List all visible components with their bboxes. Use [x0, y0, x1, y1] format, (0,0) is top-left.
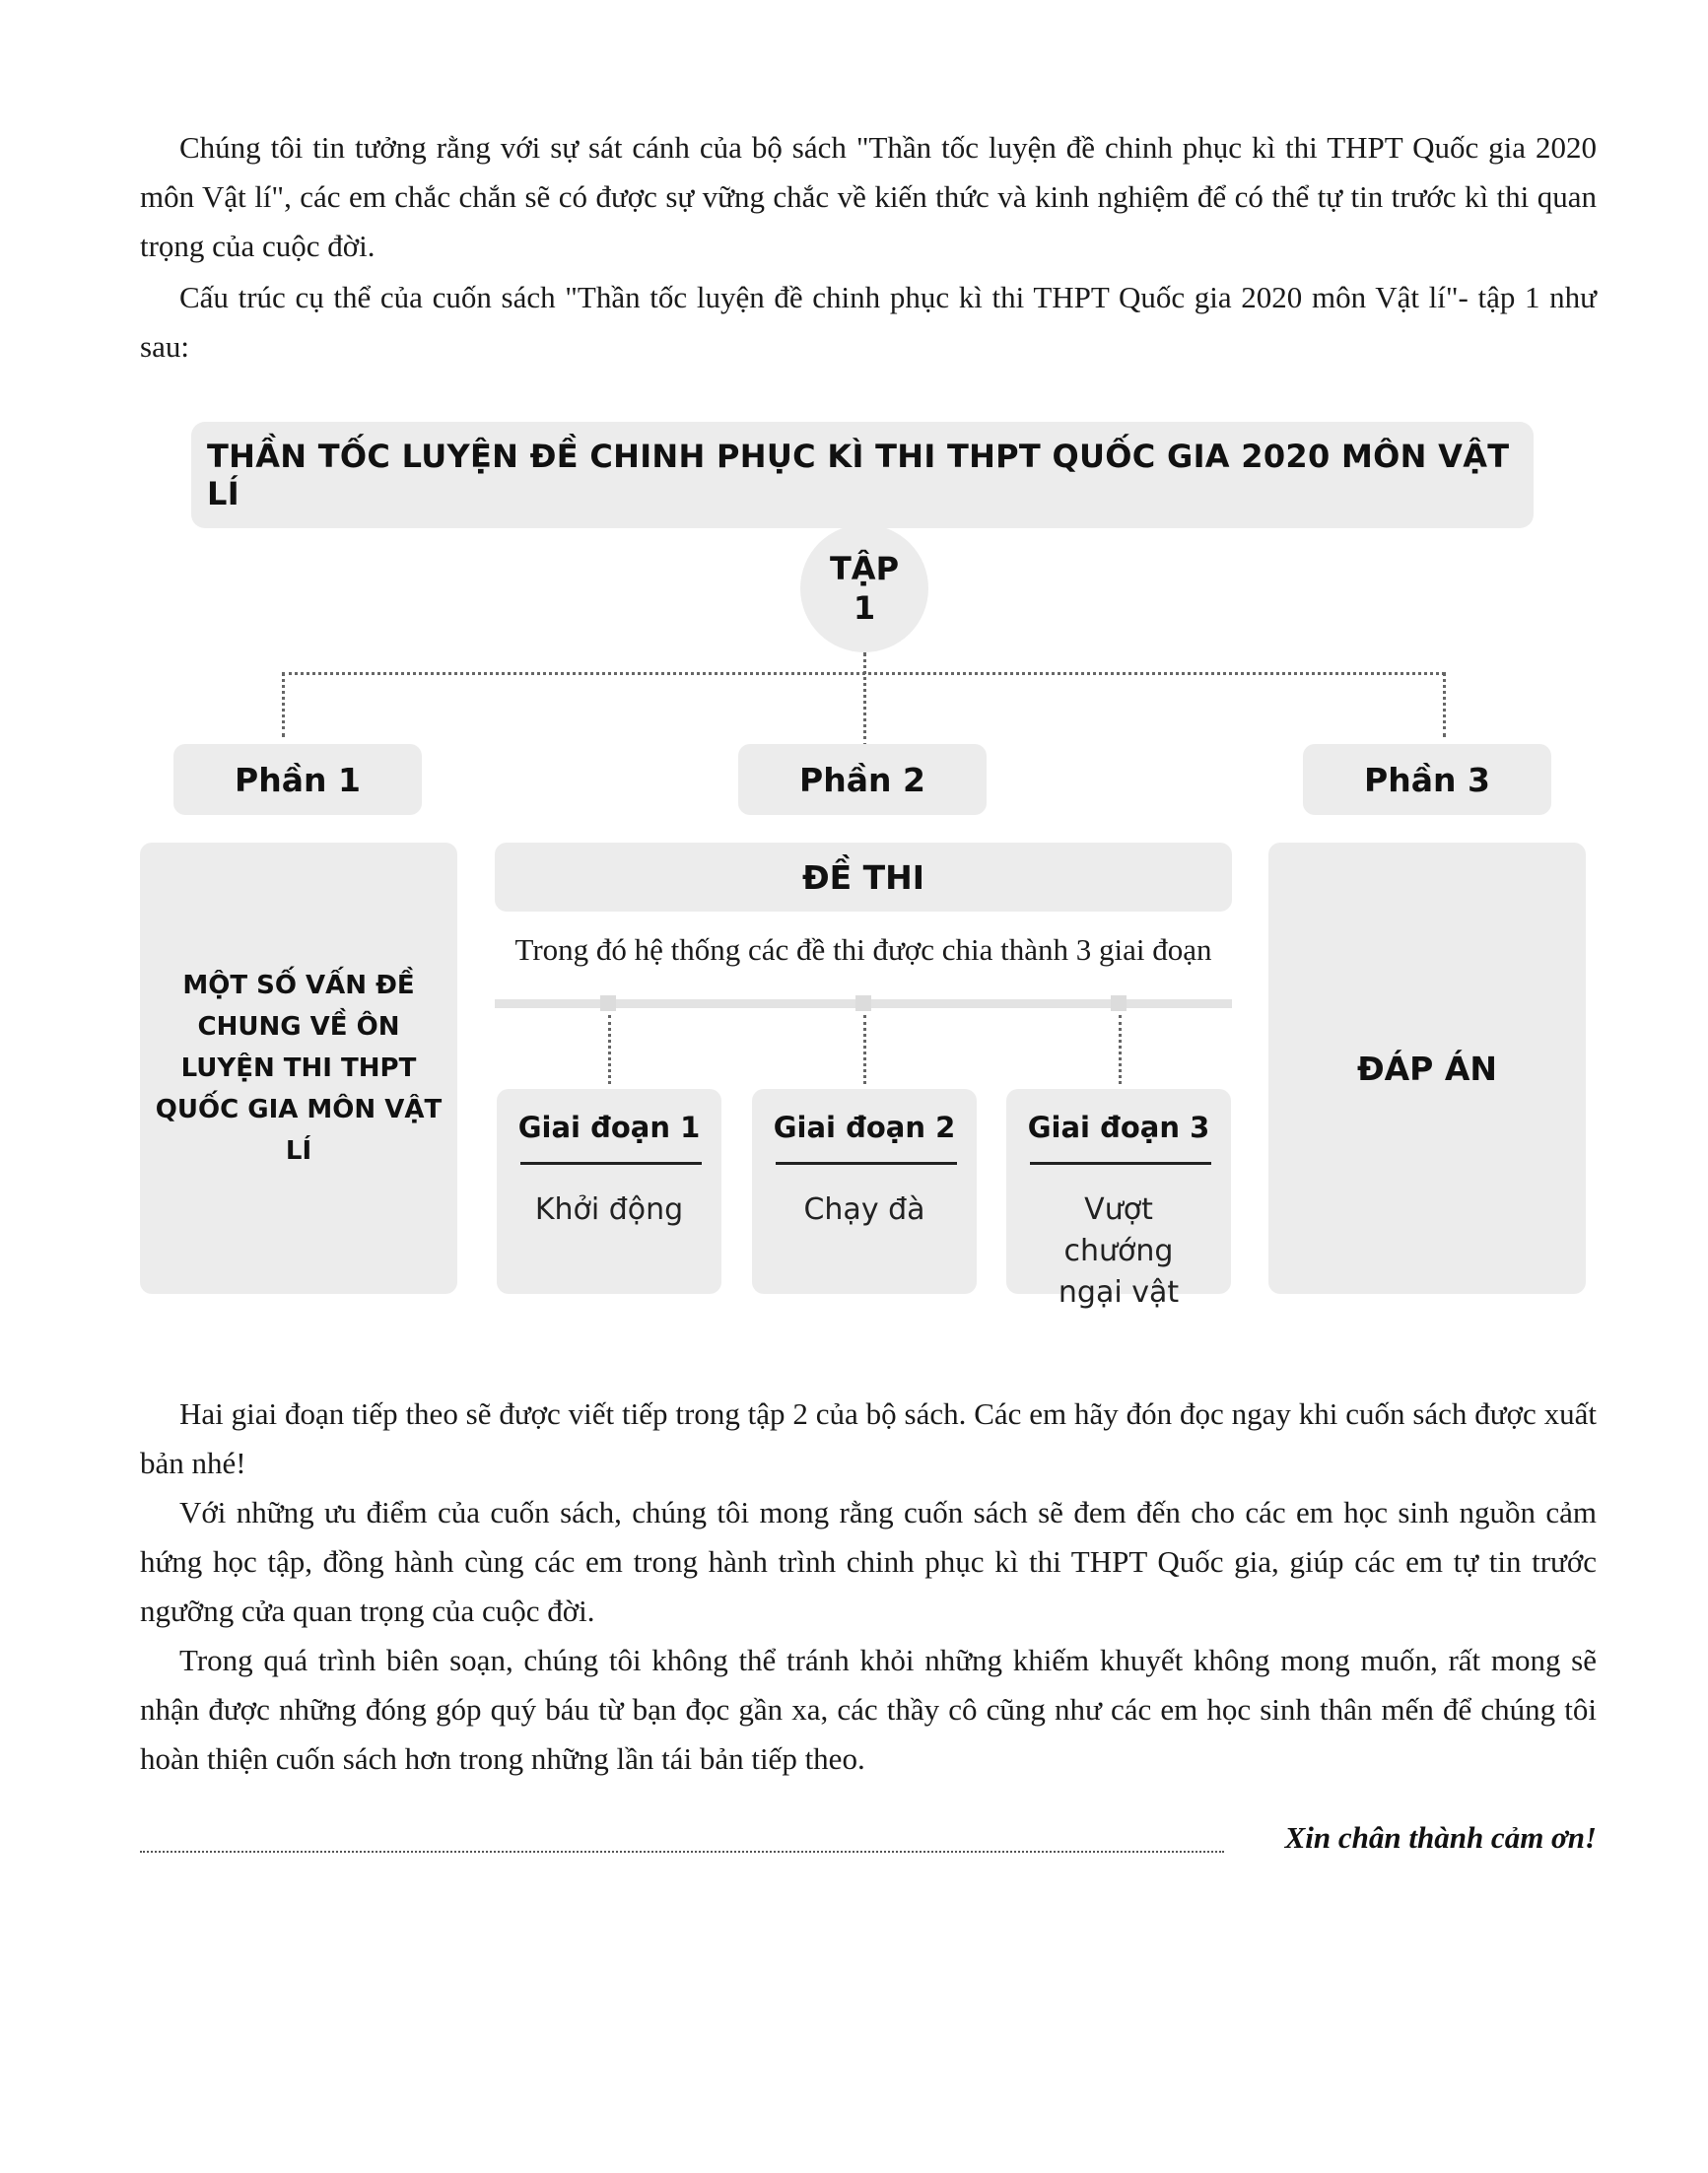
stage-connector-1 [608, 1015, 611, 1084]
part-3-content-text: ĐÁP ÁN [1356, 1049, 1498, 1088]
volume-circle [800, 524, 928, 652]
book-title-box [191, 422, 1534, 528]
exam-title-box [495, 843, 1232, 912]
intro-paragraph-2: Cấu trúc cụ thể của cuốn sách "Thần tốc luyện đề chinh phục kì thi THPT Quốc gia 2020 môn Vật lí"- tập 1 như sau: [140, 280, 1597, 364]
book-title: THẦN TỐC LUYỆN ĐỀ CHINH PHỤC KÌ THI THPT QUỐC GIA 2020 MÔN VẬT LÍ [207, 438, 1510, 512]
connector-horizontal [282, 672, 1445, 675]
part-2-label: Phần 2 [799, 760, 925, 799]
part-2-header [738, 744, 987, 815]
exam-title: ĐỀ THI [801, 857, 925, 897]
connector-left [282, 672, 285, 737]
stage-connector-2 [863, 1015, 866, 1084]
volume-label: TẬP [829, 550, 900, 587]
stage-2-desc: Chạy đà [803, 1192, 925, 1227]
part-1-content [150, 843, 447, 1294]
stage-3-card [1006, 1089, 1231, 1310]
stage-1-divider [520, 1162, 702, 1165]
stage-3-desc: Vượt chướng ngại vật [1058, 1192, 1180, 1310]
part-1-content-text: MỘT SỐ VẤN ĐỀ CHUNG VỀ ÔN LUYỆN THI THPT QUỐC GIA MÔN VẬT LÍ [155, 971, 443, 1166]
stage-1-desc: Khởi động [534, 1192, 684, 1227]
stage-1-title: Giai đoạn 1 [517, 1111, 701, 1144]
stage-1-card [497, 1089, 721, 1294]
stage-3-title: Giai đoạn 3 [1027, 1111, 1210, 1144]
stage-bar-knob-2 [855, 995, 871, 1011]
exam-subtitle: Trong đó hệ thống các đề thi được chia thành 3 giai đoạn [514, 932, 1212, 967]
part-3-label: Phần 3 [1364, 760, 1490, 799]
closing-dotted-leader [140, 1851, 1224, 1853]
stage-bar-knob-3 [1111, 995, 1127, 1011]
connector-center [863, 652, 866, 747]
closing-signoff: Xin chân thành cảm ơn! [1284, 1820, 1597, 1855]
volume-number: 1 [853, 589, 876, 627]
body-paragraph-1: Hai giai đoạn tiếp theo sẽ được viết tiếp trong tập 2 của bộ sách. Các em hãy đón đọc ngay khi cuốn sách được xuất bản nhé! [140, 1396, 1597, 1480]
intro-paragraph-1: Chúng tôi tin tưởng rằng với sự sát cánh của bộ sách "Thần tốc luyện đề chinh phục kì thi THPT Quốc gia 2020 môn Vật lí", các em chắc chắn sẽ có được sự vững chắc về kiến thức và kinh nghiệm để có thể tự tin trước kì thi quan trọng của cuộc đời. [140, 130, 1597, 263]
stage-bar-knob-1 [600, 995, 616, 1011]
body-paragraph-2: Với những ưu điểm của cuốn sách, chúng tôi mong rằng cuốn sách sẽ đem đến cho các em học sinh nguồn cảm hứng học tập, đồng hành cùng các em trong hành trình chinh phục kì thi THPT Quốc gia, giúp các em tự tin trước ngưỡng cửa quan trọng của cuộc đời. [140, 1495, 1597, 1628]
part-1-header [173, 744, 422, 815]
connector-right [1443, 672, 1446, 737]
part-3-header [1303, 744, 1551, 815]
part-3-content [1268, 843, 1586, 1294]
part-1-label: Phần 1 [235, 760, 361, 799]
stage-3-divider [1030, 1162, 1211, 1165]
stage-connector-3 [1119, 1015, 1122, 1084]
body-paragraph-3: Trong quá trình biên soạn, chúng tôi không thể tránh khỏi những khiếm khuyết không mong muốn, rất mong sẽ nhận được những đóng góp quý báu từ bạn đọc gần xa, các thầy cô cũng như các em học sinh thân mến để chúng tôi hoàn thiện cuốn sách hơn trong những lần tái bản tiếp theo. [140, 1643, 1597, 1776]
stage-2-card [752, 1089, 977, 1294]
stage-2-title: Giai đoạn 2 [773, 1111, 956, 1144]
stage-2-divider [776, 1162, 957, 1165]
